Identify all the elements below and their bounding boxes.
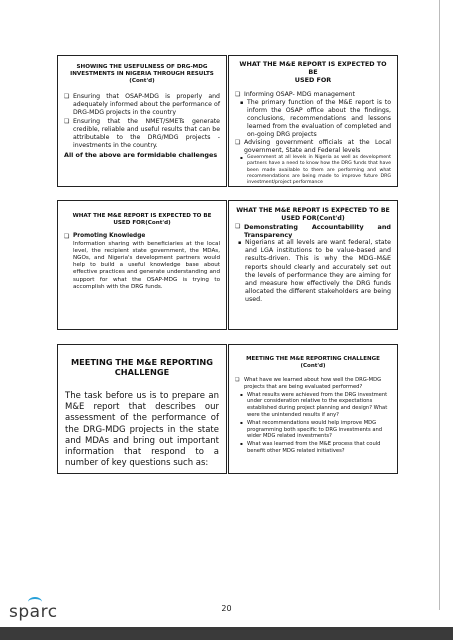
square-bullet-icon: ▪	[240, 391, 243, 397]
sub-bullet-text: Government at all levels in Nigeria as well as development partners have a need to know how the DRG funds that have been made available to them are performing and what recommendations are being made to improve future DRG investment/project performance	[247, 155, 391, 186]
bullet-item	[235, 139, 391, 155]
square-bullet-icon: ▪	[240, 419, 243, 425]
slide-title-line: USED FOR(Cont'd)	[281, 215, 345, 222]
page-edge-line	[439, 0, 440, 610]
sub-bullet-text: Nigerians at all levels are want federal, state and LGA institutions to be value-based and results-driven. This is why the MDG–M&E reports should clearly and accurately set out the levels of performance they are aiming for and measure how effectively the DRG funds allocated the different stakeholders are being used.	[245, 239, 391, 304]
logo-text: a	[29, 602, 41, 622]
checkbox-bullet-icon: ❏	[235, 91, 241, 98]
sub-bullet-item	[239, 155, 391, 186]
slide-title-line: (Cont'd)	[129, 78, 155, 84]
bullet-text: What have we learned about how well the DRG-MDG projects that are being evaluated performed?	[244, 377, 382, 390]
slide-title-line: MEETING THE M&E REPORTING	[71, 357, 213, 367]
body-text: The task before us is to prepare an M&E report that describes our assessment of the performance of the DRG-MDG projects in the state and MDAs and bring out important information that respond to a number of key questions such as:	[65, 391, 219, 469]
bullet-text: Ensuring that OSAP-MDG is properly and adequately informed about the performance of DRG-MDG projects in the country	[73, 93, 220, 116]
slide-title	[64, 64, 220, 85]
bullet-item	[64, 233, 220, 241]
slide-title-line: INVESTMENTS IN NIGERIA THROUGH RESULTS	[70, 71, 214, 77]
bullet-item	[235, 91, 391, 99]
slide-meeting-challenge-cont	[228, 344, 398, 474]
sub-bullet-item	[239, 99, 391, 139]
slide-title-line: (Cont'd)	[300, 363, 326, 369]
checkbox-bullet-icon: ❏	[64, 93, 70, 100]
sub-bullet-item	[239, 420, 391, 440]
checkbox-bullet-icon: ❏	[235, 223, 241, 230]
square-bullet-icon: ▪	[240, 100, 244, 106]
bullet-text: Ensuring that the NMET/SMETs generate credible, reliable and useful results that can be attributable to the DRG/MDG projects - investments in the country.	[73, 118, 220, 149]
slide-title	[235, 356, 391, 370]
sub-bullet-item	[239, 392, 391, 419]
logo-text: sp	[9, 602, 30, 622]
bullet-item	[235, 377, 391, 391]
bullet-item	[64, 93, 220, 117]
sub-bullet-text: What was learned from the M&E process that could benefit other MDG related initiatives?	[247, 441, 381, 454]
conclusion-text: All of the above are formidable challenges	[64, 151, 218, 159]
square-bullet-icon: ▪	[238, 240, 242, 246]
square-bullet-icon: ▪	[240, 441, 243, 447]
page-number: 20	[221, 604, 232, 613]
sub-bullet-text: What recommendations would help improve MDG programming both specific to DRG investments and wider MDG related investments?	[247, 419, 383, 440]
slide-title-line: MEETING THE M&E REPORTING CHALLENGE	[246, 356, 380, 362]
bullet-text: Advising government officials at the Local government, State and Federal levels	[244, 139, 391, 154]
bullet-text: Demonstrating Accountability and Transparency	[244, 223, 391, 239]
footer-bar	[0, 627, 453, 640]
checkbox-bullet-icon: ❏	[235, 139, 241, 146]
slide-title-line: SHOWING THE USEFULNESS OF DRG-MDG	[76, 64, 208, 70]
slide-report-expected-use	[228, 55, 398, 187]
slide-title-line: USED FOR(Cont'd)	[113, 220, 171, 226]
square-bullet-icon: ▪	[240, 155, 243, 160]
slide-report-expected-use-cont	[57, 200, 227, 330]
slide-title	[64, 213, 220, 227]
slide-title	[235, 207, 391, 223]
body-text: Information sharing with beneficiaries at the local level, the recipient state government, the MDAs, NGOs, and Nigeria's development partners would help to build a useful knowledge base about effective practices and generate understanding and support for what the OSAP-MDG is trying to accomplish with the DRG funds.	[73, 240, 220, 290]
slide-title-line: WHAT THE M&E REPORT IS EXPECTED TO BE	[236, 207, 390, 214]
bullet-item	[235, 223, 391, 239]
bullet-text: Promoting Knowledge	[73, 233, 146, 239]
sub-bullet-text: What results were achieved from the DRG investment under consideration relative to the expectations established during project planning and design? What were the unintended results if any?	[247, 391, 388, 418]
bullet-item	[64, 118, 220, 150]
slide-title	[235, 60, 391, 84]
slide-title-line: CHALLENGE	[114, 367, 170, 377]
slide-title	[65, 357, 219, 377]
slide-title-line: WHAT THE M&E REPORT IS EXPECTED TO BE	[239, 60, 387, 76]
slide-title-line: USED FOR	[294, 76, 332, 84]
bullet-text: Informing OSAP- MDG management	[244, 91, 355, 98]
checkbox-bullet-icon: ❏	[64, 118, 70, 125]
slide-meeting-challenge	[57, 344, 227, 474]
sub-bullet-item	[237, 239, 391, 305]
slide-usefulness-drg-mdg	[57, 55, 227, 187]
sub-bullet-text: The primary function of the M&E report is to inform the OSAP office about the findings, conclusions, recommendations and lessons learned from the evaluation of completed and on-going DRG projects	[247, 99, 391, 138]
logo-text: rc	[40, 602, 58, 622]
checkbox-bullet-icon: ❏	[235, 377, 240, 383]
sub-bullet-item	[239, 441, 391, 455]
slide-accountability	[228, 200, 398, 330]
slide-title-line: WHAT THE M&E REPORT IS EXPECTED TO BE	[72, 213, 212, 219]
checkbox-bullet-icon: ❏	[64, 233, 70, 240]
